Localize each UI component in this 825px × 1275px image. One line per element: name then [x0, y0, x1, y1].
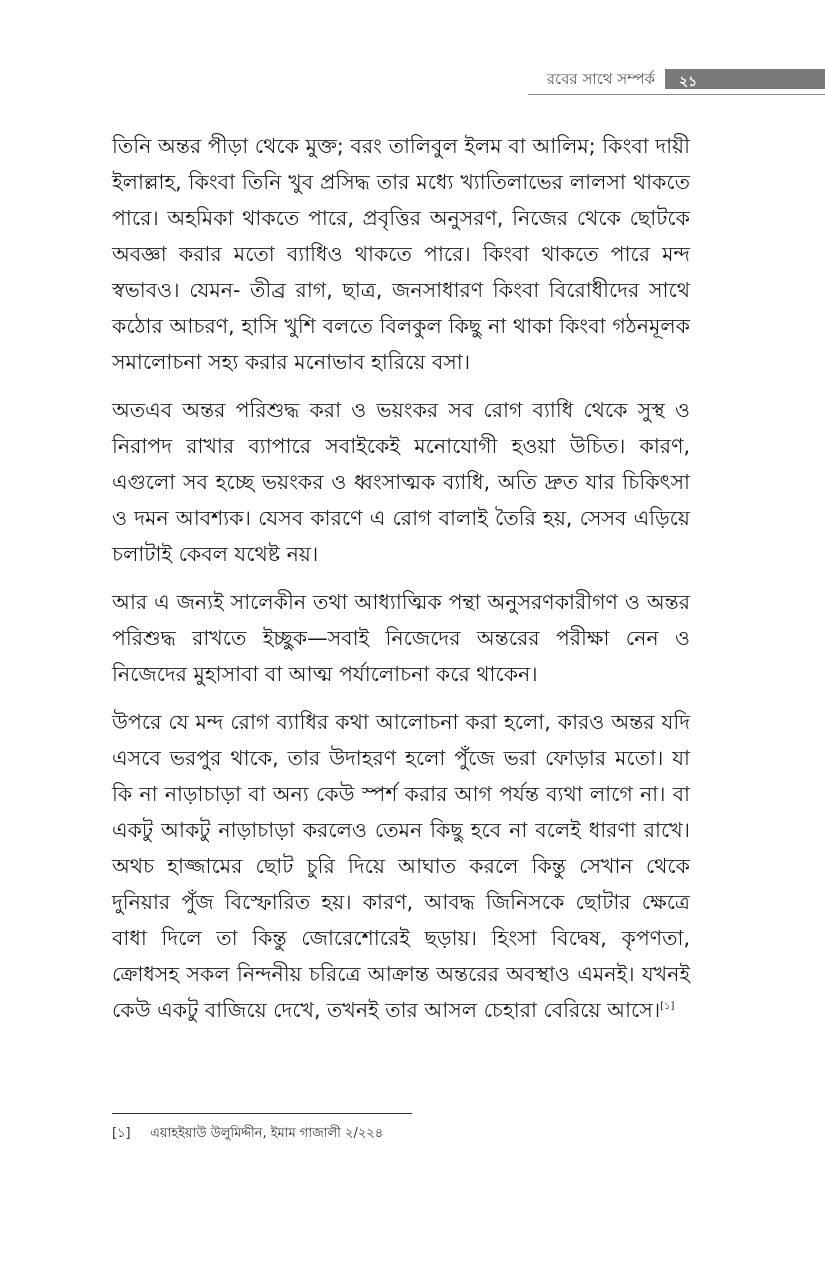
footnote-text: এয়াহইয়াউ উলুমিদ্দীন, ইমাম গাজালী ২/২২৪ — [150, 1126, 384, 1141]
paragraph-1: তিনি অন্তর পীড়া থেকে মুক্ত; বরং তালিবুল ইলম বা আলিম; কিংবা দায়ী ইলাল্লাহ, কিংবা তিনি খুব প্রসিদ্ধ তার মধ্যে খ্যাতিলাভের লালসা থাকতে পারে। অহমিকা থাকতে পারে, প্রবৃত্তির অনুসরণ, নিজের থেকে ছোটকে অবজ্ঞা করার মতো ব্যাধিও থাকতে পারে। কিংবা থাকতে পারে মন্দ স্বভাবও। যেমন- তীব্র রাগ, ছাত্র, জনসাধারণ কিংবা বিরোধীদের সাথে কঠোর আচরণ, হাসি খুশি বলতে বিলকুল কিছু না থাকা কিংবা গঠনমূলক সমালোচনা সহ্য করার মনোভাব হারিয়ে বসা। — [112, 134, 690, 374]
footnote-marker: [১] — [112, 1126, 131, 1141]
paragraph-2: অতএব অন্তর পরিশুদ্ধ করা ও ভয়ংকর সব রোগ ব্যাধি থেকে সুস্থ ও নিরাপদ রাখার ব্যাপারে সবাইকেই মনোযোগী হওয়া উচিত। কারণ, এগুলো সব হচ্ছে ভয়ংকর ও ধ্বংসাত্মক ব্যাধি, অতি দ্রুত যার চিকিৎসা ও দমন আবশ্যক। যেসব কারণে এ রোগ বালাই তৈরি হয়, সেসব এড়িয়ে চলাটাই কেবল যথেষ্ট নয়। — [112, 398, 690, 566]
body-text — [112, 128, 690, 1040]
footnote-reference[interactable]: [১] — [660, 1001, 675, 1013]
running-header — [528, 66, 825, 98]
paragraph-4 — [112, 704, 690, 1028]
footnote — [112, 1124, 383, 1145]
paragraph-4-text: উপরে যে মন্দ রোগ ব্যাধির কথা আলোচনা করা হলো, কারও অন্তর যদি এসবে ভরপুর থাকে, তার উদাহরণ হলো পুঁজে ভরা ফোড়ার মতো। যা কি না নাড়াচাড়া বা অন্য কেউ স্পর্শ করার আগ পর্যন্ত ব্যথা লাগে না। বা একটু আকটু নাড়াচাড়া করলেও তেমন কিছু হবে না বলেই ধারণা রাখে। অথচ হাজ্জামের ছোট চুরি দিয়ে আঘাত করলে কিন্তু সেখান থেকে দুনিয়ার পুঁজ বিস্ফোরিত হয়। কারণ, আবদ্ধ জিনিসকে ছোটার ক্ষেত্রে বাধা দিলে তা কিন্তু জোরেশোরেই ছড়ায়। হিংসা বিদ্বেষ, কৃপণতা, ক্রোধসহ সকল নিন্দনীয় চরিত্রে আক্রান্ত অন্তরের অবস্থাও এমনই। যখনই কেউ একটু বাজিয়ে দেখে, তখনই তার আসল চেহারা বেরিয়ে আসে। — [112, 710, 690, 1022]
page-number: ২১ — [679, 74, 698, 90]
footnote-rule — [112, 1113, 412, 1114]
page-number-bar — [665, 69, 825, 89]
running-title: রবের সাথে সম্পর্ক — [546, 70, 655, 88]
header-rule — [528, 94, 825, 95]
paragraph-3: আর এ জন্যই সালেকীন তথা আধ্যাত্মিক পন্থা অনুসরণকারীগণ ও অন্তর পরিশুদ্ধ রাখতে ইচ্ছুক—সবাই নিজেদের অন্তরের পরীক্ষা নেন ও নিজেদের মুহাসাবা বা আত্ম পর্যালোচনা করে থাকেন। — [112, 590, 690, 686]
